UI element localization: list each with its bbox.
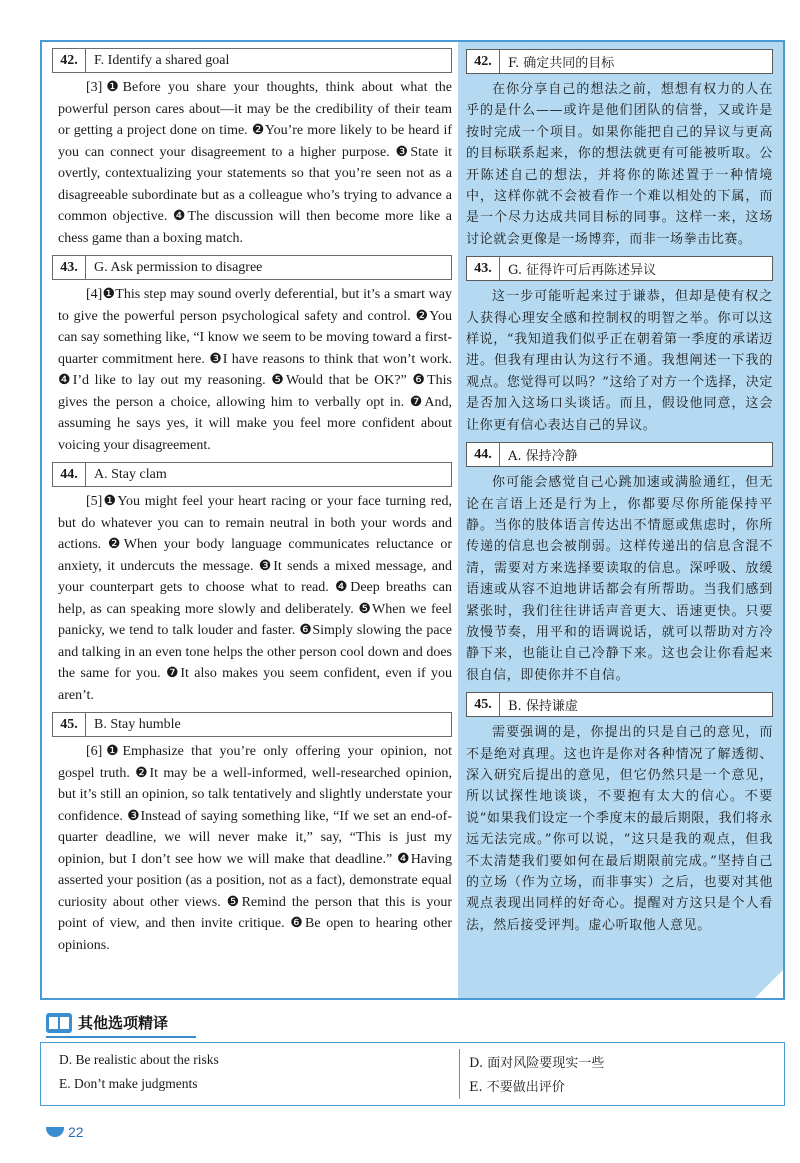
heading-text: G. Ask permission to disagree: [94, 259, 263, 275]
cn-paragraph-5: 你可能会感觉自己心跳加速或满脸通红，但无论在言语上还是行为上，你都要尽你所能保持平静。当你的肢体语言传达出不情愿或焦虑时，你所传递的信息也会被削弱。这样传递出的信息含混不清，需要对方来选择要读取的信息。深呼吸、放缓语速或从容不迫地讲话都会有所帮助。当我们感到紧张时，我们往往讲话声音更大、语速更快。只要放慢节奏，用平和的语调说话，就可以帮助对方冷静下来，也能让自己冷静下来。这也会让你看起来很自信，即使你并不自信。: [466, 475, 773, 683]
page-number-text: 22: [68, 1124, 84, 1140]
heading-45: [52, 712, 452, 737]
heading-text: B. Stay humble: [94, 716, 181, 732]
chinese-translation-panel: [458, 42, 783, 998]
heading-text: F. 确定共同的目标: [508, 56, 615, 71]
other-options-header: [46, 1012, 168, 1033]
option-e-cn: E. 不要做出评价: [469, 1080, 565, 1095]
cn-heading-43: [466, 256, 773, 281]
paragraph-6: [6]❶Emphasize that you’re only offering your opinion, not gospel truth. ❷It may be a well-informed, well-researched opinion, but it’s still an opinion, so talk tentatively and slightly understate your confidence. ❸Instead of saying something like, “If we set an end-of-quarter deadline, we will never make it,” say, “This is just my opinion, but I don’t see how we will make that deadline.” ❹Having asserted your position (as a position, not as a fact), demonstrate equal curiosity about other views. ❺Remind the person that this is your point of view, and then invite critique. ❻Be open to hearing other opinions.: [58, 744, 452, 953]
heading-44: [52, 462, 452, 487]
heading-text: G. 征得许可后再陈述异议: [508, 263, 657, 279]
english-column: [52, 48, 452, 962]
question-number: 43.: [53, 256, 86, 279]
paragraph-4: [4]❶This step may sound overly deferential, but it’s a smart way to give the powerful person psychological safety and control. ❷You can say something like, “I know we seem to be moving toward a first-quarter commitment here. ❸I have reasons to think that won’t work. ❹I’d like to lay out my reasoning. ❺Would that be OK?” ❻This gives the person a choice, allowing him to verbally opt in. ❼And, assuming he says yes, it will make you feel more confident about voicing your disagreement.: [58, 287, 452, 453]
heading-43: [52, 255, 452, 280]
cn-heading-44: [466, 442, 773, 467]
question-number: 42.: [467, 50, 500, 73]
option-e-en: E. Don’t make judgments: [59, 1076, 198, 1091]
heading-text: B. 保持谦虚: [508, 699, 578, 715]
other-options-title: 其他选项精译: [78, 1014, 169, 1032]
paragraph-5: [5]❶You might feel your heart racing or your face turning red, but do whatever you can to remain neutral in both your words and actions. ❷When your body language communicates reluctance or anxiety, it undercuts the message. ❸It sends a mixed message, and your counterpart gets to choose what to read. ❹Deep breaths can help, as can speaking more slowly and deliberately. ❺When we feel panicky, we tend to talk louder and faster. ❻Simply slowing the pace and talking in an even tone helps the other person cool down and does the same for you. ❼It also makes you seem confident, even if you aren’t.: [58, 494, 452, 703]
page-fold-corner: [755, 970, 783, 998]
book-icon: [46, 1013, 72, 1033]
page-number: [46, 1124, 84, 1140]
cn-heading-42: [466, 49, 773, 74]
question-number: 43.: [467, 257, 500, 280]
cn-paragraph-6: 需要强调的是，你提出的只是自己的意见，而不是绝对真理。这也许是你对各种情况了解透彻、深入研究后提出的意见，但它仍然只是一个意见，所以试探性地谈谈，不要抱有太大的信心。不要说“如果我们设定一个季度末的最后期限，我们将永远无法完成。”你可以说，“这只是我的观点，但我不太清楚我们要如何在最后期限前完成。”坚持自己的立场（作为立场，而非事实）之后，也要对其他观点表现出同样的好奇心。提醒对方这只是个人看法，然后接受评判。虚心听取他人意见。: [466, 725, 773, 933]
other-options-box: [40, 1042, 785, 1106]
title-underline: [46, 1036, 196, 1038]
paragraph-3: [3]❶Before you share your thoughts, think about what the powerful person cares about—it may be the credibility of their team or getting a project done on time. ❷You’re more likely to be heard if you can connect your disagreement to a higher purpose. ❸State it overtly, contextualizing your statements so that you’re seen not as a disagreeable subordinate but as a colleague who’s trying to advance a common objective. ❹The discussion will then become more like a chess game than a boxing match.: [58, 80, 452, 246]
cn-paragraph-4: 这一步可能听起来过于谦恭，但却是使有权之人获得心理安全感和控制权的明智之举。你可以这样说，“我知道我们似乎正在朝着第一季度的承诺迈进。但我有理由认为这行不通。我想阐述一下我的观点。您觉得可以吗？”这给了对方一个选择，决定是否加入这场口头谈话。而且，假设他同意，这会让你更有信心表达自己的异议。: [466, 289, 773, 433]
option-d-en: D. Be realistic about the risks: [59, 1052, 219, 1067]
question-number: 45.: [53, 713, 86, 736]
question-number: 45.: [467, 693, 500, 716]
question-number: 44.: [467, 443, 500, 466]
heading-text: A. Stay clam: [94, 466, 167, 482]
heading-42: [52, 48, 452, 73]
wing-icon: [46, 1127, 64, 1137]
cn-heading-45: [466, 692, 773, 717]
heading-text: A. 保持冷静: [508, 449, 578, 465]
cn-paragraph-3: 在你分享自己的想法之前，想想有权力的人在乎的是什么——或许是他们团队的信誉，又或许是按时完成一个项目。如果你能把自己的异议与更高的目标联系起来，你的想法就更有可能被听取。公开陈述自己的想法，并将你的陈述置于一种情境中，这样你就不会被看作一个难以相处的下属，而是一个尽力达成共同目标的同事。这样一来，这场讨论就会更像是一场博弈，而非一场拳击比赛。: [466, 82, 773, 247]
heading-text: F. Identify a shared goal: [94, 52, 230, 68]
column-divider: [459, 1049, 460, 1099]
option-d-cn: D. 面对风险要现实一些: [469, 1056, 605, 1071]
question-number: 42.: [53, 49, 86, 72]
question-number: 44.: [53, 463, 86, 486]
